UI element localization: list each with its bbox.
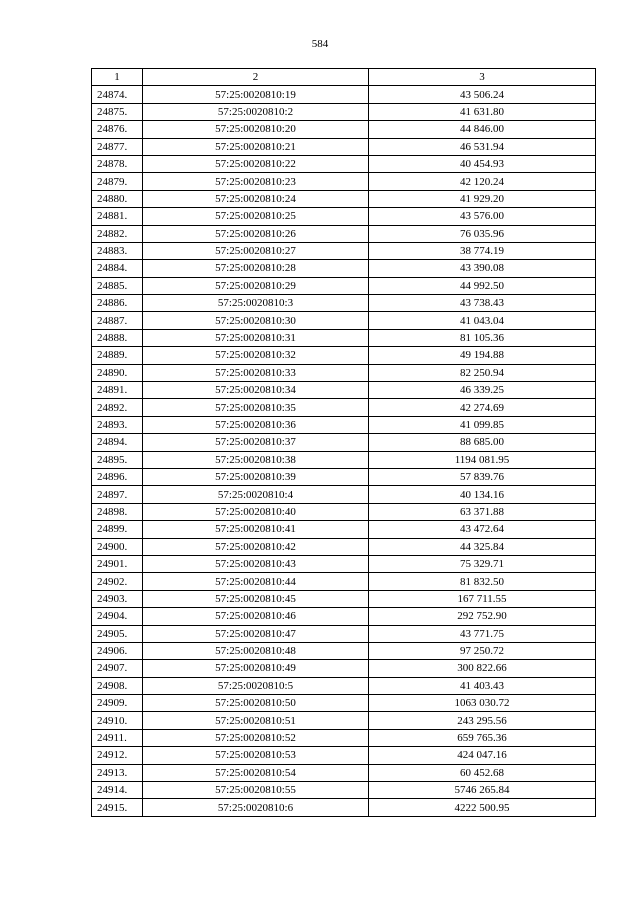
cadastral-value: 300 822.66 [369, 660, 596, 677]
cadastral-number: 57:25:0020810:22 [143, 155, 369, 172]
cadastral-value: 88 685.00 [369, 434, 596, 451]
cadastral-value: 82 250.94 [369, 364, 596, 381]
row-number: 24894. [92, 434, 143, 451]
cadastral-value: 243 295.56 [369, 712, 596, 729]
cadastral-value: 424 047.16 [369, 747, 596, 764]
cadastral-number: 57:25:0020810:6 [143, 799, 369, 816]
cadastral-value: 43 472.64 [369, 521, 596, 538]
cadastral-value: 81 105.36 [369, 329, 596, 346]
row-number: 24895. [92, 451, 143, 468]
row-number: 24901. [92, 555, 143, 572]
cadastral-value: 41 043.04 [369, 312, 596, 329]
cadastral-number: 57:25:0020810:3 [143, 295, 369, 312]
cadastral-number: 57:25:0020810:2 [143, 103, 369, 120]
cadastral-value-table [91, 68, 596, 817]
table-row [92, 155, 596, 172]
table-row [92, 208, 596, 225]
cadastral-value: 76 035.96 [369, 225, 596, 242]
cadastral-number: 57:25:0020810:42 [143, 538, 369, 555]
column-header-2: 2 [143, 69, 369, 86]
row-number: 24902. [92, 573, 143, 590]
cadastral-value: 81 832.50 [369, 573, 596, 590]
cadastral-value: 57 839.76 [369, 468, 596, 485]
table-row [92, 555, 596, 572]
table-row [92, 503, 596, 520]
table-row [92, 590, 596, 607]
row-number: 24900. [92, 538, 143, 555]
row-number: 24890. [92, 364, 143, 381]
table-row [92, 434, 596, 451]
table-row [92, 312, 596, 329]
cadastral-value: 41 403.43 [369, 677, 596, 694]
row-number: 24897. [92, 486, 143, 503]
cadastral-number: 57:25:0020810:29 [143, 277, 369, 294]
cadastral-number: 57:25:0020810:25 [143, 208, 369, 225]
cadastral-number: 57:25:0020810:20 [143, 121, 369, 138]
cadastral-value: 44 325.84 [369, 538, 596, 555]
table-row [92, 468, 596, 485]
row-number: 24882. [92, 225, 143, 242]
row-number: 24891. [92, 382, 143, 399]
cadastral-number: 57:25:0020810:39 [143, 468, 369, 485]
cadastral-number: 57:25:0020810:45 [143, 590, 369, 607]
cadastral-value: 42 120.24 [369, 173, 596, 190]
table-row [92, 538, 596, 555]
cadastral-number: 57:25:0020810:33 [143, 364, 369, 381]
column-header-3: 3 [369, 69, 596, 86]
cadastral-number: 57:25:0020810:40 [143, 503, 369, 520]
cadastral-number: 57:25:0020810:19 [143, 86, 369, 103]
cadastral-value: 40 454.93 [369, 155, 596, 172]
row-number: 24904. [92, 608, 143, 625]
cadastral-number: 57:25:0020810:35 [143, 399, 369, 416]
row-number: 24910. [92, 712, 143, 729]
cadastral-number: 57:25:0020810:50 [143, 695, 369, 712]
cadastral-value: 60 452.68 [369, 764, 596, 781]
row-number: 24899. [92, 521, 143, 538]
table-row [92, 295, 596, 312]
table-row [92, 782, 596, 799]
cadastral-value: 43 771.75 [369, 625, 596, 642]
table-row [92, 625, 596, 642]
row-number: 24892. [92, 399, 143, 416]
cadastral-number: 57:25:0020810:44 [143, 573, 369, 590]
cadastral-value: 46 531.94 [369, 138, 596, 155]
cadastral-value: 43 576.00 [369, 208, 596, 225]
row-number: 24874. [92, 86, 143, 103]
table-row [92, 277, 596, 294]
table-row [92, 242, 596, 259]
row-number: 24885. [92, 277, 143, 294]
table-row [92, 329, 596, 346]
cadastral-number: 57:25:0020810:38 [143, 451, 369, 468]
cadastral-number: 57:25:0020810:24 [143, 190, 369, 207]
cadastral-number: 57:25:0020810:54 [143, 764, 369, 781]
table-row [92, 347, 596, 364]
table-row [92, 121, 596, 138]
row-number: 24887. [92, 312, 143, 329]
cadastral-number: 57:25:0020810:34 [143, 382, 369, 399]
row-number: 24883. [92, 242, 143, 259]
table-row [92, 225, 596, 242]
cadastral-number: 57:25:0020810:36 [143, 416, 369, 433]
cadastral-value: 40 134.16 [369, 486, 596, 503]
cadastral-number: 57:25:0020810:51 [143, 712, 369, 729]
row-number: 24905. [92, 625, 143, 642]
cadastral-value: 75 329.71 [369, 555, 596, 572]
table-row [92, 190, 596, 207]
row-number: 24889. [92, 347, 143, 364]
table-row [92, 260, 596, 277]
cadastral-value: 46 339.25 [369, 382, 596, 399]
cadastral-number: 57:25:0020810:31 [143, 329, 369, 346]
cadastral-value: 97 250.72 [369, 642, 596, 659]
cadastral-value: 43 506.24 [369, 86, 596, 103]
row-number: 24879. [92, 173, 143, 190]
table-row [92, 486, 596, 503]
table-row [92, 747, 596, 764]
table-row [92, 173, 596, 190]
cadastral-value: 44 846.00 [369, 121, 596, 138]
cadastral-number: 57:25:0020810:4 [143, 486, 369, 503]
cadastral-value: 44 992.50 [369, 277, 596, 294]
table-row [92, 521, 596, 538]
row-number: 24876. [92, 121, 143, 138]
table-row [92, 364, 596, 381]
row-number: 24903. [92, 590, 143, 607]
cadastral-value: 167 711.55 [369, 590, 596, 607]
row-number: 24888. [92, 329, 143, 346]
row-number: 24914. [92, 782, 143, 799]
row-number: 24908. [92, 677, 143, 694]
table-row [92, 103, 596, 120]
cadastral-value: 4222 500.95 [369, 799, 596, 816]
table-header-row [92, 69, 596, 86]
cadastral-value: 41 929.20 [369, 190, 596, 207]
cadastral-value: 659 765.36 [369, 729, 596, 746]
table-row [92, 677, 596, 694]
cadastral-value: 43 738.43 [369, 295, 596, 312]
cadastral-number: 57:25:0020810:30 [143, 312, 369, 329]
cadastral-number: 57:25:0020810:5 [143, 677, 369, 694]
row-number: 24880. [92, 190, 143, 207]
table-row [92, 138, 596, 155]
cadastral-number: 57:25:0020810:37 [143, 434, 369, 451]
row-number: 24884. [92, 260, 143, 277]
cadastral-value: 41 631.80 [369, 103, 596, 120]
table-row [92, 86, 596, 103]
cadastral-value: 43 390.08 [369, 260, 596, 277]
table-row [92, 416, 596, 433]
cadastral-value: 49 194.88 [369, 347, 596, 364]
row-number: 24913. [92, 764, 143, 781]
table-row [92, 573, 596, 590]
row-number: 24898. [92, 503, 143, 520]
table-row [92, 382, 596, 399]
row-number: 24906. [92, 642, 143, 659]
row-number: 24911. [92, 729, 143, 746]
row-number: 24896. [92, 468, 143, 485]
cadastral-number: 57:25:0020810:52 [143, 729, 369, 746]
cadastral-number: 57:25:0020810:23 [143, 173, 369, 190]
cadastral-number: 57:25:0020810:48 [143, 642, 369, 659]
row-number: 24909. [92, 695, 143, 712]
cadastral-value: 38 774.19 [369, 242, 596, 259]
cadastral-number: 57:25:0020810:55 [143, 782, 369, 799]
table-row [92, 729, 596, 746]
row-number: 24893. [92, 416, 143, 433]
row-number: 24881. [92, 208, 143, 225]
cadastral-number: 57:25:0020810:27 [143, 242, 369, 259]
cadastral-number: 57:25:0020810:53 [143, 747, 369, 764]
table-row [92, 712, 596, 729]
cadastral-number: 57:25:0020810:46 [143, 608, 369, 625]
cadastral-value: 41 099.85 [369, 416, 596, 433]
row-number: 24875. [92, 103, 143, 120]
table-row [92, 451, 596, 468]
table-row [92, 660, 596, 677]
table-row [92, 764, 596, 781]
table-row [92, 399, 596, 416]
row-number: 24907. [92, 660, 143, 677]
cadastral-number: 57:25:0020810:43 [143, 555, 369, 572]
row-number: 24886. [92, 295, 143, 312]
cadastral-number: 57:25:0020810:21 [143, 138, 369, 155]
cadastral-number: 57:25:0020810:47 [143, 625, 369, 642]
column-header-1: 1 [92, 69, 143, 86]
cadastral-value: 292 752.90 [369, 608, 596, 625]
row-number: 24912. [92, 747, 143, 764]
row-number: 24915. [92, 799, 143, 816]
table-body [92, 86, 596, 816]
cadastral-value: 63 371.88 [369, 503, 596, 520]
cadastral-value: 5746 265.84 [369, 782, 596, 799]
cadastral-value: 1063 030.72 [369, 695, 596, 712]
table-row [92, 608, 596, 625]
table-row [92, 695, 596, 712]
cadastral-number: 57:25:0020810:28 [143, 260, 369, 277]
cadastral-value: 42 274.69 [369, 399, 596, 416]
row-number: 24877. [92, 138, 143, 155]
cadastral-number: 57:25:0020810:32 [143, 347, 369, 364]
page-number: 584 [311, 38, 329, 50]
cadastral-value: 1194 081.95 [369, 451, 596, 468]
table-row [92, 799, 596, 816]
cadastral-number: 57:25:0020810:49 [143, 660, 369, 677]
table-row [92, 642, 596, 659]
cadastral-number: 57:25:0020810:26 [143, 225, 369, 242]
row-number: 24878. [92, 155, 143, 172]
cadastral-number: 57:25:0020810:41 [143, 521, 369, 538]
